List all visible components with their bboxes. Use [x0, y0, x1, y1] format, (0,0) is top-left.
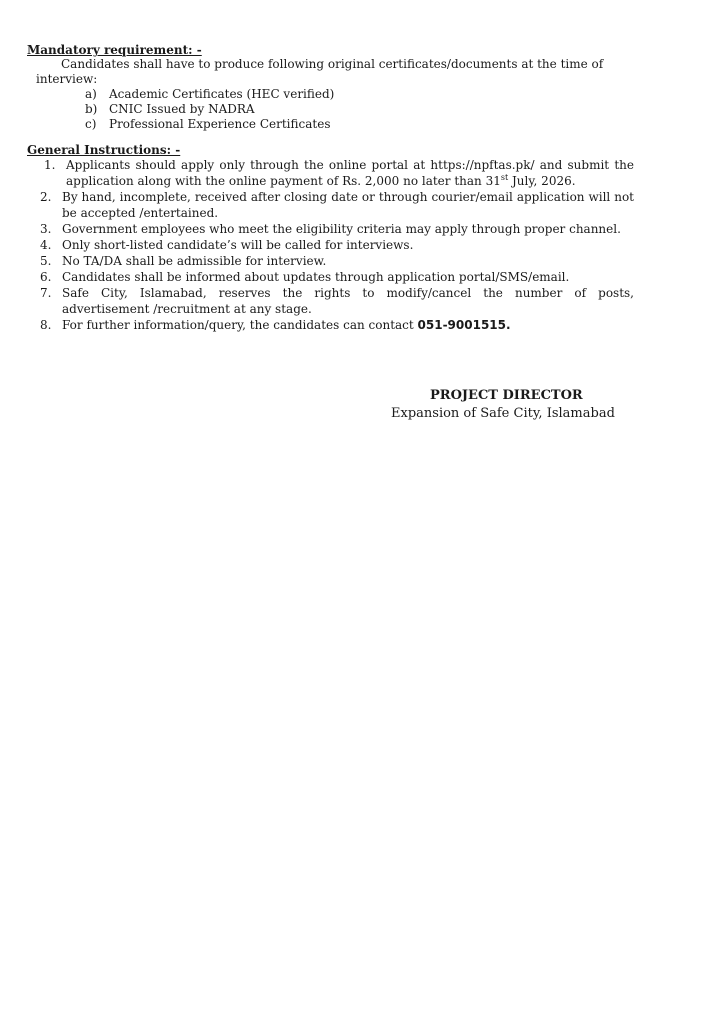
list-item-text: CNIC Issued by NADRA: [109, 102, 255, 116]
instruction-item: [40, 157, 634, 189]
instruction-number: 3.: [40, 222, 52, 236]
signatory-title: PROJECT DIRECTOR: [430, 388, 583, 403]
mandatory-intro-text: Candidates shall have to produce following original certificates/documents at the time of interview:: [36, 57, 604, 86]
contact-number: 051-9001515.: [417, 318, 511, 332]
general-instructions-heading: General Instructions: -: [27, 143, 181, 157]
list-item: [85, 87, 334, 102]
list-item-text: Academic Certificates (HEC verified): [109, 87, 335, 101]
instruction-number: 2.: [40, 190, 52, 204]
instruction-item: [40, 253, 634, 269]
instruction-item: [40, 285, 634, 317]
list-item-marker: b): [85, 102, 98, 116]
instruction-text: Only short-listed candidate’s will be called for interviews.: [62, 238, 414, 252]
instruction-text-end: July, 2026.: [508, 174, 576, 188]
ordinal-superscript: st: [500, 173, 509, 182]
instruction-number: 1.: [44, 158, 56, 172]
signatory-organization: Expansion of Safe City, Islamabad: [391, 406, 615, 421]
list-item-marker: a): [85, 87, 97, 101]
instruction-number: 4.: [40, 238, 52, 252]
general-instructions-list: [40, 157, 634, 333]
list-item-marker: c): [85, 117, 97, 131]
instruction-item: [40, 221, 634, 237]
instruction-number: 6.: [40, 270, 52, 284]
list-item-text: Professional Experience Certificates: [109, 117, 331, 131]
mandatory-requirement-heading: Mandatory requirement: -: [27, 43, 202, 57]
instruction-number: 5.: [40, 254, 52, 268]
instruction-text: No TA/DA shall be admissible for interview.: [62, 254, 327, 268]
instruction-number: 8.: [40, 318, 52, 332]
instruction-item: [40, 269, 634, 285]
instruction-text: Government employees who meet the eligibility criteria may apply through proper channel.: [62, 222, 621, 236]
instruction-item: [40, 237, 634, 253]
list-item: [85, 117, 334, 132]
instruction-text: Candidates shall be informed about updates through application portal/SMS/email.: [62, 270, 570, 284]
instruction-text: Applicants should apply only through the online portal at https://npftas.pk/ and submit the application along with the online payment of Rs. 2,000 no later than 31: [66, 158, 634, 188]
instruction-number: 7.: [40, 286, 52, 300]
instruction-text: For further information/query, the candidates can contact: [62, 318, 418, 332]
instruction-item: [40, 317, 634, 333]
mandatory-documents-list: [85, 87, 334, 132]
instruction-item: [40, 189, 634, 221]
list-item: [85, 102, 334, 117]
instruction-text: Safe City, Islamabad, reserves the rights to modify/cancel the number of posts, advertisement /recruitment at any stage.: [62, 286, 634, 316]
instruction-text: By hand, incomplete, received after closing date or through courier/email application will not be accepted /entertained.: [62, 190, 634, 220]
